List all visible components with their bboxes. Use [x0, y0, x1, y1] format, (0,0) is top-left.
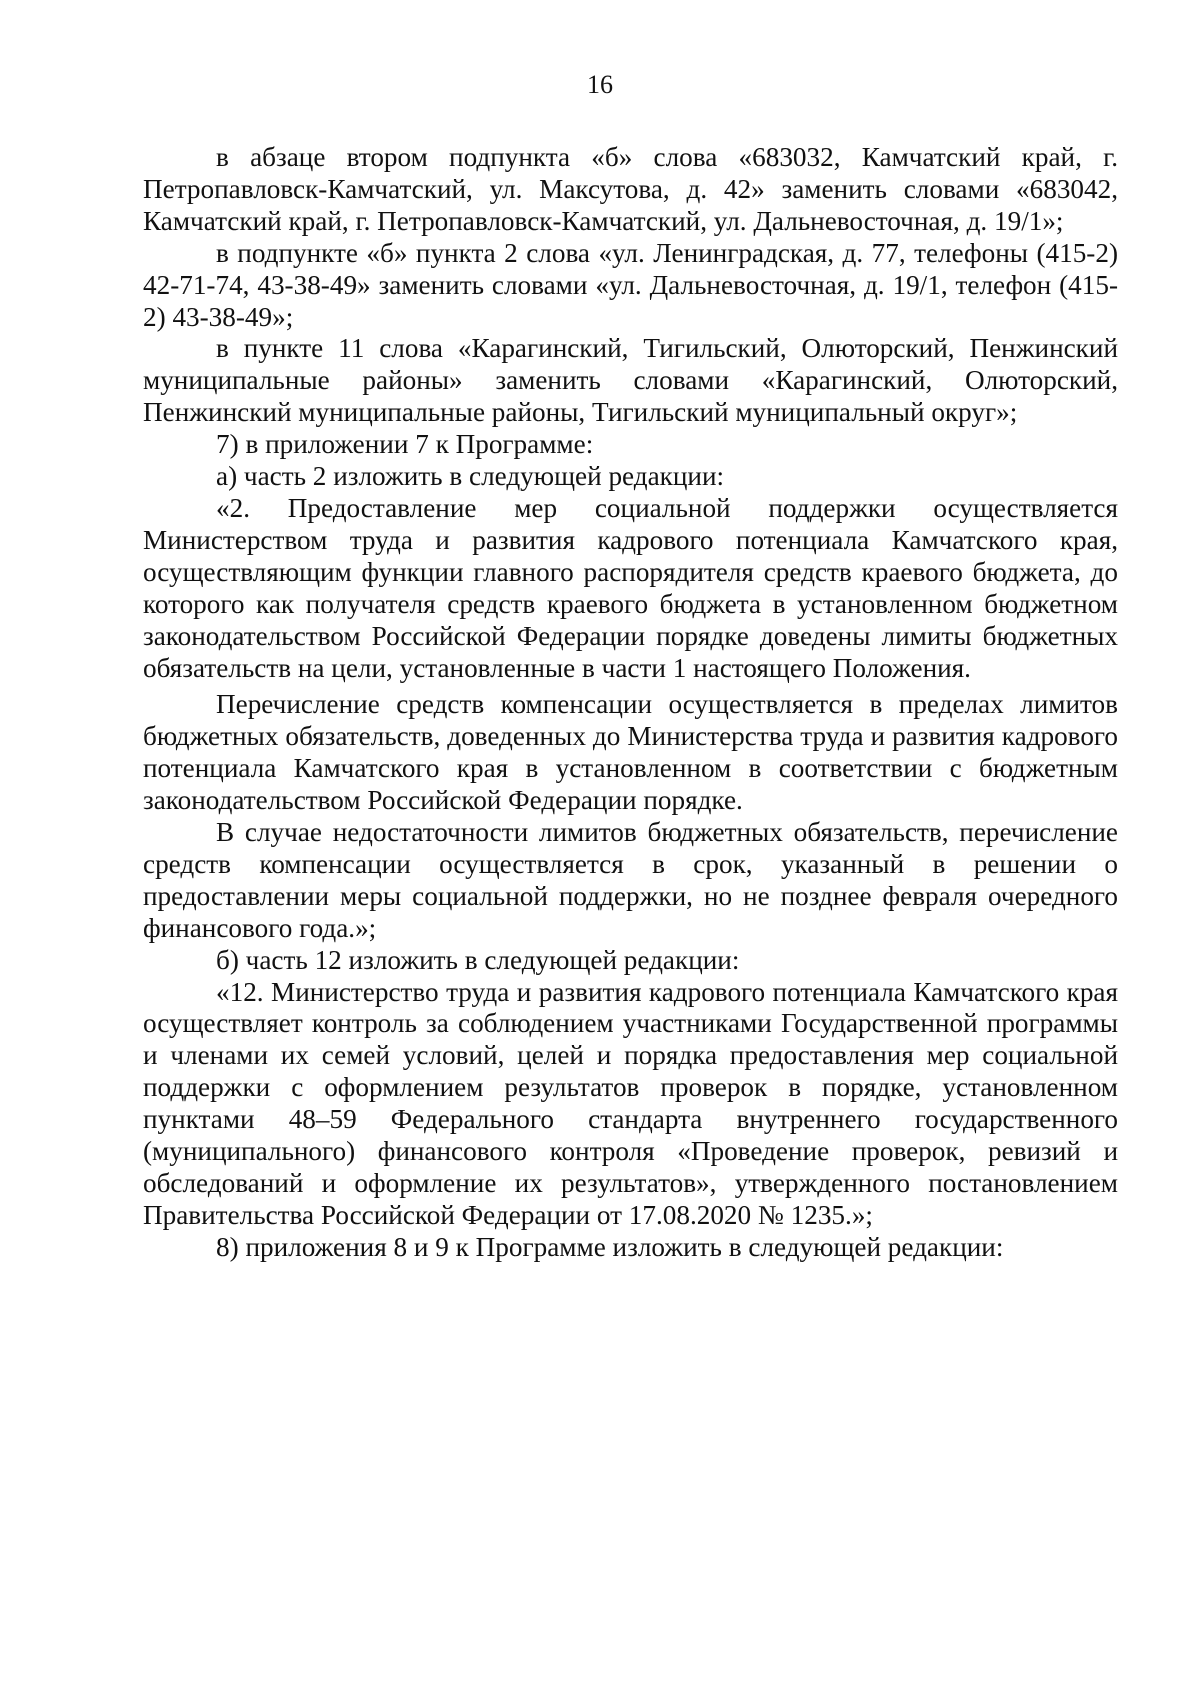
paragraph: б) часть 12 изложить в следующей редакции:	[216, 944, 740, 975]
document-body	[143, 142, 1118, 1264]
paragraph: В случае недостаточности лимитов бюджетных обязательств, перечисление средств компенсации осуществляется в срок, указанный в решении о предоставлении меры социальной поддержки, но не позднее февраля очередного финансового года.»;	[143, 817, 1118, 943]
paragraph: 8) приложения 8 и 9 к Программе изложить в следующей редакции:	[216, 1231, 1004, 1262]
paragraph: в подпункте «б» пункта 2 слова «ул. Ленинградская, д. 77, телефоны (415-2) 42-71-74, 43-38-49» заменить словами «ул. Дальневосточная, д. 19/1, телефон (415-2) 43-38-49»;	[143, 237, 1118, 332]
paragraph: «12. Министерство труда и развития кадрового потенциала Камчатского края осуществляет контроль за соблюдением участниками Государственной программы и членами их семей условий, целей и порядка предоставления мер социальной поддержки с оформлением результатов проверок в порядке, установленном пунктами 48–59 Федерального стандарта внутреннего государственного (муниципального) финансового контроля «Проведение проверок, ревизий и обследований и оформление их результатов», утвержденного постановлением Правительства Российской Федерации от 17.08.2020 № 1235.»;	[143, 976, 1118, 1230]
paragraph: 7) в приложении 7 к Программе:	[216, 429, 594, 460]
paragraph: в абзаце втором подпункта «б» слова «683032, Камчатский край, г. Петропавловск-Камчатский, ул. Максутова, д. 42» заменить словами «683042, Камчатский край, г. Петропавловск-Камчатский, ул. Дальневосточная, д. 19/1»;	[143, 142, 1118, 236]
paragraph: Перечисление средств компенсации осуществляется в пределах лимитов бюджетных обязательств, доведенных до Министерства труда и развития кадрового потенциала Камчатского края в установленном в соответствии с бюджетным законодательством Российской Федерации порядке.	[143, 689, 1118, 816]
page-number: 16	[587, 70, 613, 99]
paragraph: а) часть 2 изложить в следующей редакции:	[216, 461, 725, 492]
paragraph: «2. Предоставление мер социальной поддержки осуществляется Министерством труда и развития кадрового потенциала Камчатского края, осуществляющим функции главного распорядителя средств краевого бюджета, до которого как получателя средств краевого бюджета в установленном бюджетном законодательством Российской Федерации порядке доведены лимиты бюджетных обязательств на цели, установленные в части 1 настоящего Положения.	[143, 492, 1118, 683]
paragraph: в пункте 11 слова «Карагинский, Тигильский, Олюторский, Пенжинский муниципальные районы» заменить словами «Карагинский, Олюторский, Пенжинский муниципальные районы, Тигильский муниципальный округ»;	[143, 333, 1118, 428]
